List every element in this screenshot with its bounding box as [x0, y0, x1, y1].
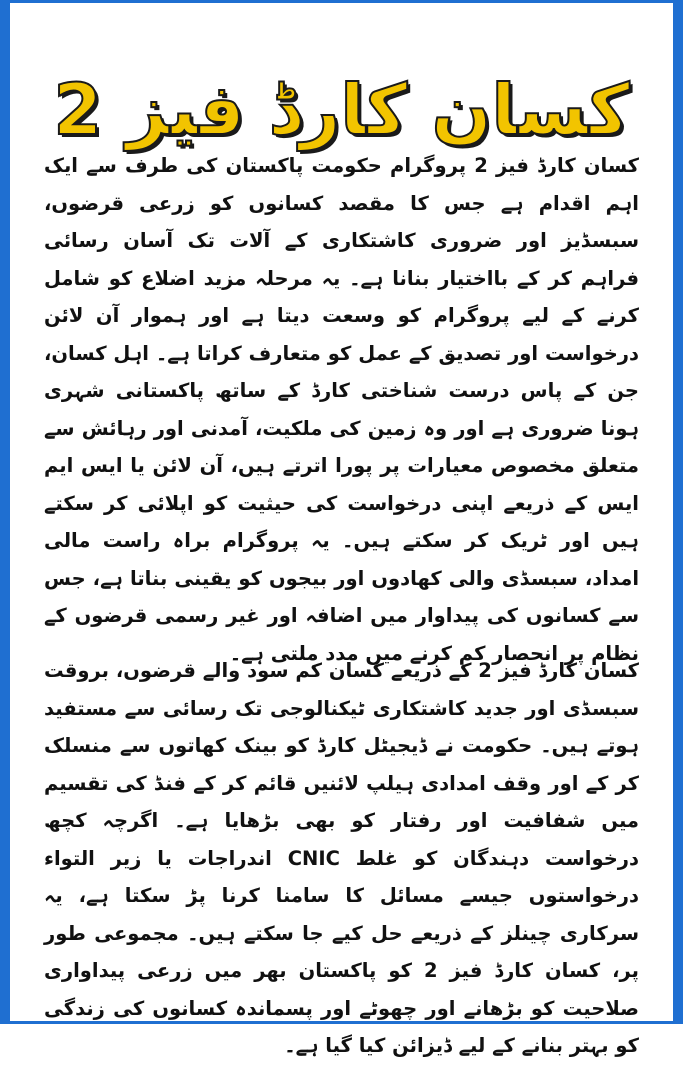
paragraph-1: کسان کارڈ فیز 2 پروگرام حکومت پاکستان کی طرف سے ایک اہم اقدام ہے جس کا مقصد کسانوں کو زرعی قرضوں، سبسڈیز اور ضروری کاشتکاری کے آلات تک آسان رسائی فراہم کر کے بااختیار بنانا ہے۔ یہ مرحلہ مزید اضلاع کو شامل کرنے کے لیے پروگرام کو وسعت دیتا ہے اور ہموار آن لائن درخواست اور تصدیق کے عمل کو متعارف کراتا ہے۔ اہل کسان، جن کے پاس درست شناختی کارڈ کے ساتھ پاکستانی شہری ہونا ضروری ہے اور وہ زمین کی ملکیت، آمدنی اور رہائش سے متعلق مخصوص معیارات پر پورا اترتے ہیں، آن لائن یا ایس ایم ایس کے ذریعے اپنی درخواست کی حیثیت کو اپلائی کر سکتے ہیں اور ٹریک کر سکتے ہیں۔ یہ پروگرام براہ راست مالی امداد، سبسڈی والی کھادوں اور بیجوں کو یقینی بناتا ہے، جس سے کسانوں کی پیداوار میں اضافہ اور غیر رسمی قرضوں کے نظام پر انحصار کم کرنے میں مدد ملتی ہے۔ [44, 154, 640, 665]
paragraph-2: کسان کارڈ فیز 2 کے ذریعے کسان کم سود والے قرضوں، بروقت سبسڈی اور جدید کاشتکاری ٹیکنالوجی تک رسائی سے مستفید ہوتے ہیں۔ حکومت نے ڈیجیٹل کارڈ کو بینک کھاتوں سے منسلک کر کے اور وقف امدادی ہیلپ لائنیں قائم کر کے فنڈ کی تقسیم میں شفافیت اور رفتار کو بھی بڑھایا ہے۔ اگرچہ کچھ درخواست دہندگان کو غلط CNIC اندراجات یا زیر التواء درخواستوں جیسے مسائل کا سامنا کرنا پڑ سکتا ہے، یہ سرکاری چینلز کے ذریعے حل کیے جا سکتے ہیں۔ مجموعی طور پر، کسان کارڈ فیز 2 کو پاکستان بھر میں زرعی پیداواری صلاحیت کو بڑھانے اور چھوٹے اور پسماندہ کسانوں کی زندگی کو بہتر بنانے کے لیے ڈیزائن کیا گیا ہے۔ [44, 659, 639, 1057]
page-title: کسان کارڈ فیز 2 [53, 68, 630, 151]
